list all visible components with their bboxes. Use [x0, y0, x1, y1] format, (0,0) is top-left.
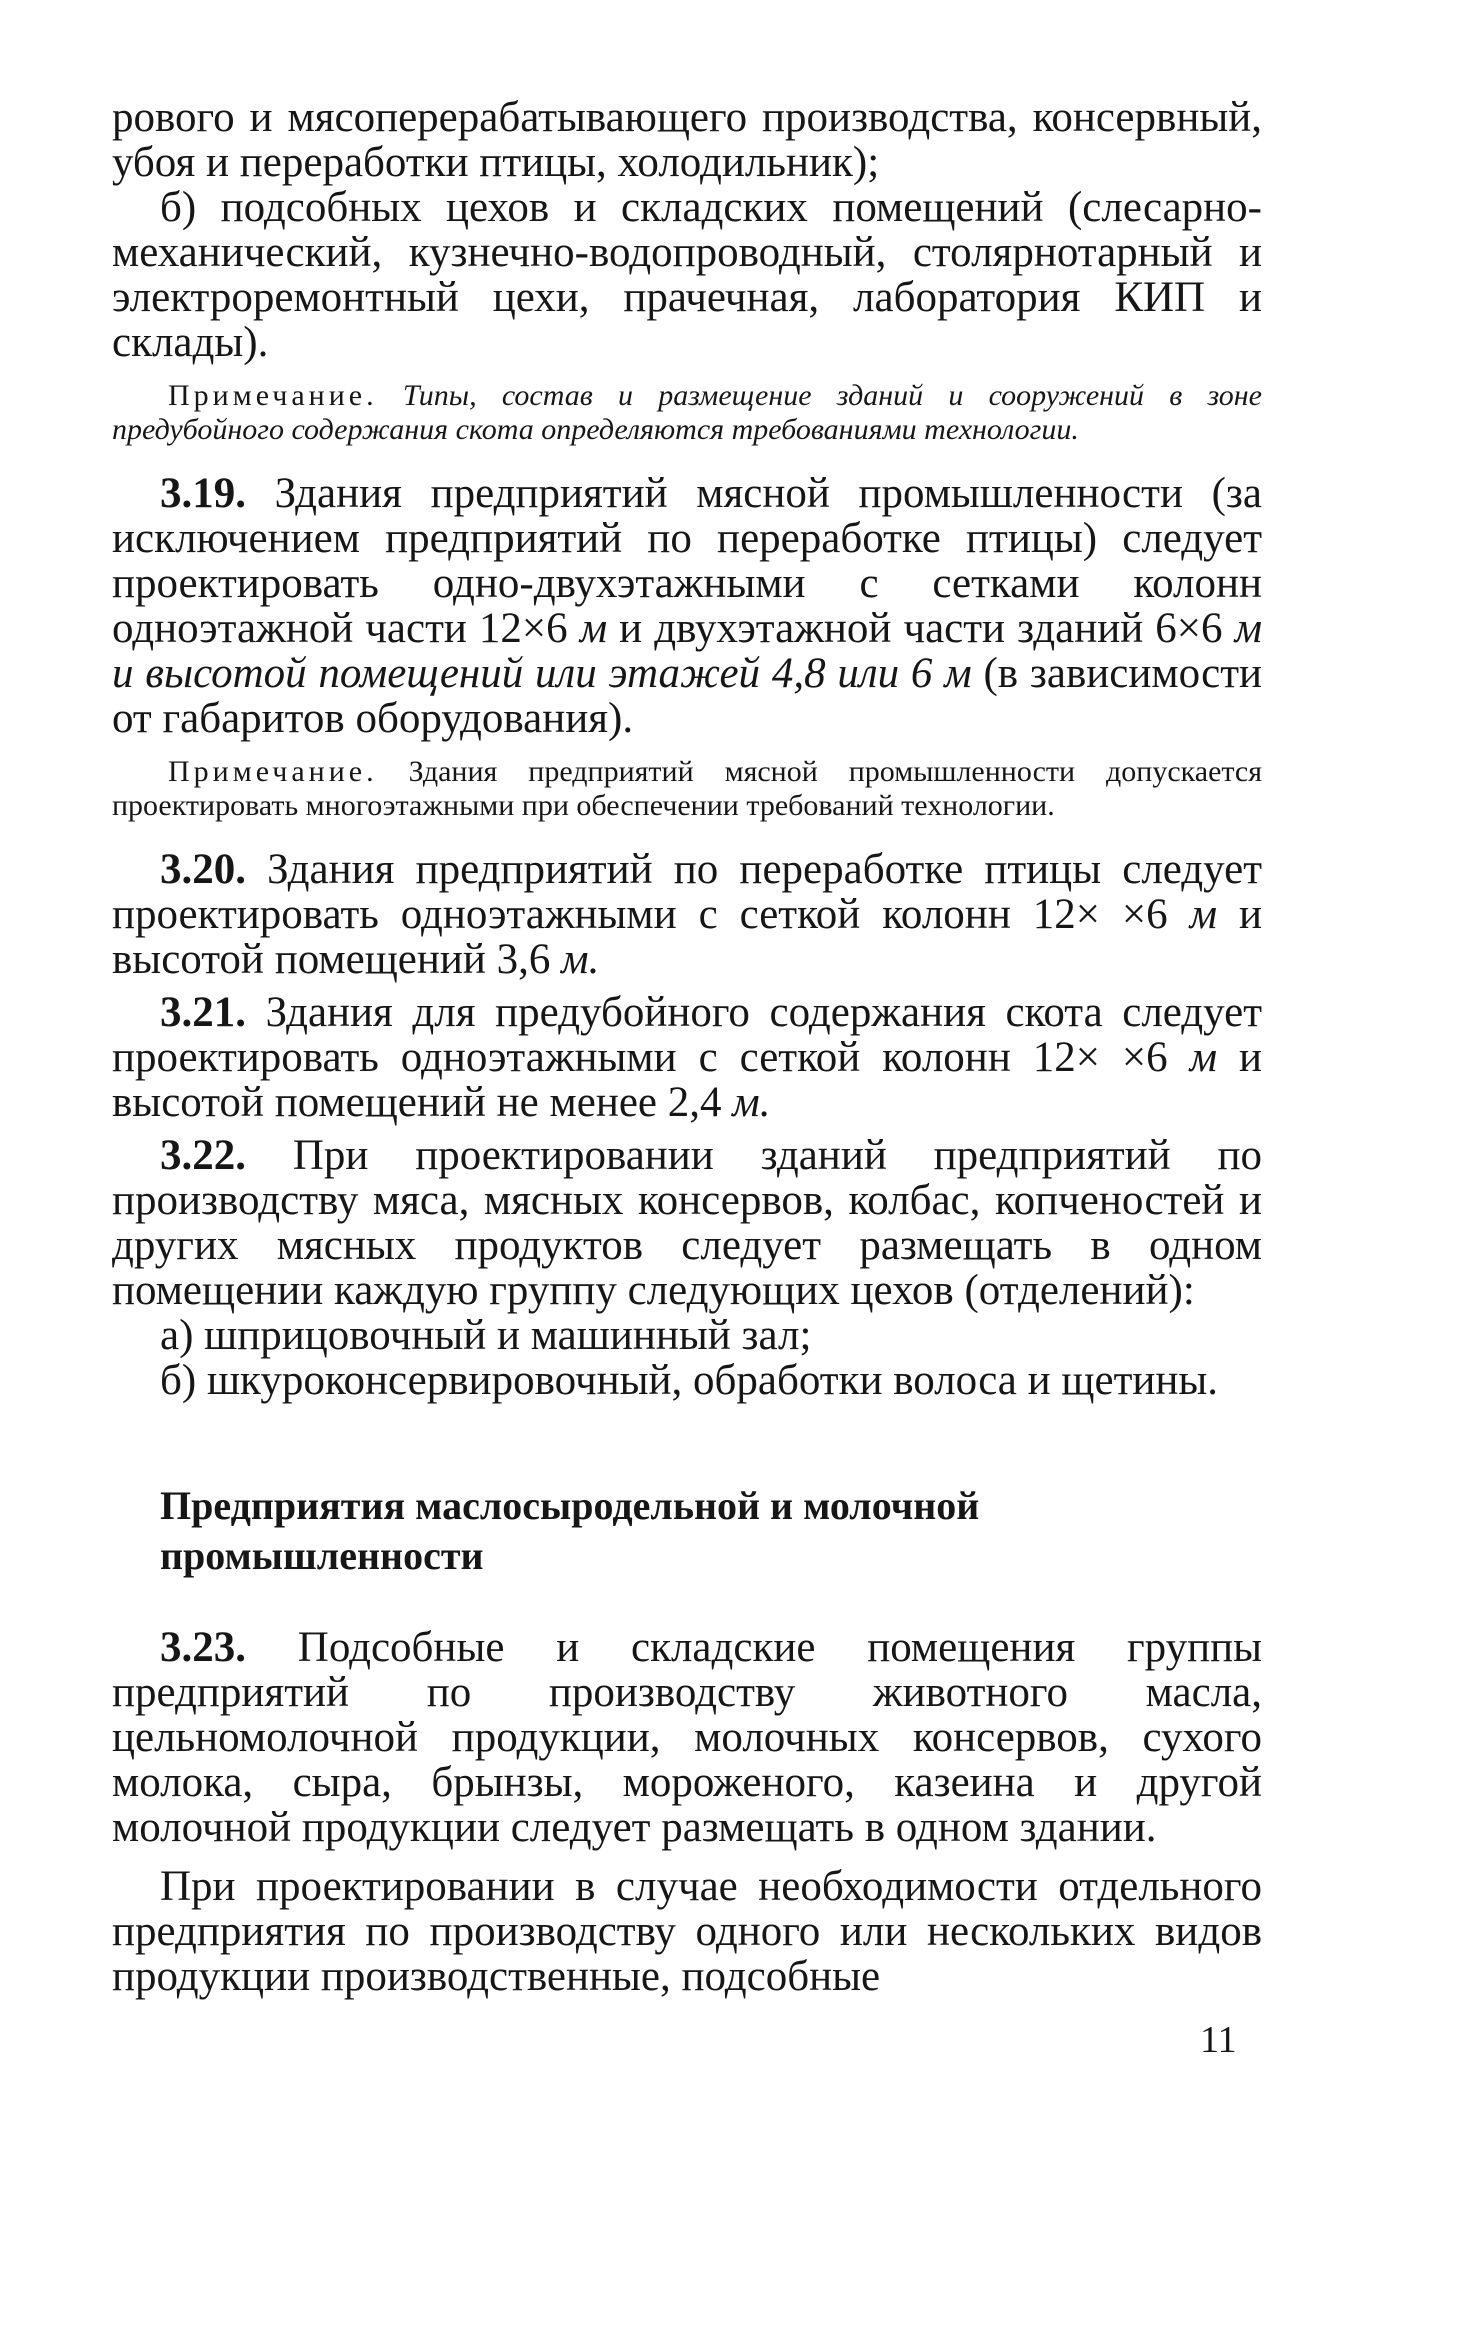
note-text: Типы, состав и размещение зданий и сооружений в зоне предубойного содержания скота определяются требованиями технологии.	[112, 379, 1263, 446]
list-item-b	[112, 185, 1262, 365]
text: б) подсобных цехов и складских помещений (слесарно-механический, кузнечно-водопроводный, столярнотарный и электроремонтный цехи, прачечная, лаборатория КИП и склады).	[112, 184, 1262, 366]
section-number: 3.20.	[160, 846, 246, 893]
unit: м	[579, 605, 608, 652]
unit: м	[944, 650, 972, 697]
note-2	[112, 755, 1262, 823]
unit: м	[1234, 605, 1263, 652]
text: б) шкуроконсервировочный, обработки волоса и щетины.	[160, 1357, 1219, 1404]
note-label: Примечание.	[168, 755, 378, 788]
section-number: 3.19.	[160, 470, 246, 517]
section-number: 3.22.	[160, 1132, 246, 1179]
list-item-b2	[112, 1358, 1262, 1403]
section-number: 3.21.	[160, 989, 246, 1036]
section-3-21	[112, 990, 1262, 1125]
paragraph-continuation	[112, 95, 1262, 185]
unit: м	[1189, 891, 1218, 938]
text: Здания предприятий мясной промышленности (за исключением предприятий по переработке птицы) следует проектировать одно-двухэтажными с сетками колонн одноэтажной части 12×6	[112, 470, 1263, 652]
unit: м.	[561, 936, 600, 983]
text: При проектировании зданий предприятий по производству мяса, мясных консервов, колбас, копченостей и других мясных продуктов следует размещать в одном помещении каждую группу следующих цехов (отделений):	[112, 1132, 1263, 1314]
section-3-23	[112, 1625, 1262, 1850]
text: Здания предприятий по переработке птицы следует проектировать одноэтажными с сеткой колонн 12× ×6	[112, 846, 1262, 938]
text: рового и мясоперерабатывающего производства, консервный, убоя и переработки птицы, холодильник);	[112, 94, 1262, 186]
note-1	[112, 379, 1262, 447]
paragraph-last	[112, 1864, 1262, 1999]
list-item-a	[112, 1313, 1262, 1358]
page-number: 11	[1200, 2019, 1237, 2061]
text: Здания для предубойного содержания скота следует проектировать одноэтажными с сеткой колонн 12× ×6	[112, 989, 1262, 1081]
text: (в зависимости от габаритов оборудования).	[112, 650, 1263, 742]
unit: м	[1189, 1034, 1218, 1081]
text: и двухэтажной части зданий 6×6	[619, 605, 1223, 652]
note-text: Здания предприятий мясной промышленности допускается проектировать многоэтажными при обеспечении требований технологии.	[112, 755, 1263, 822]
text: а) шприцовочный и машинный зал;	[160, 1312, 812, 1359]
text: и высотой помещений 3,6	[112, 891, 1262, 983]
text: При проектировании в случае необходимости отдельного предприятия по производству одного или нескольких видов продукции производственные, подсобные	[112, 1863, 1262, 2000]
unit: м.	[732, 1079, 771, 1126]
section-3-20	[112, 847, 1262, 982]
note-label: Примечание.	[168, 379, 378, 412]
page-body	[112, 95, 1262, 1999]
section-heading: Предприятия маслосыродельной и молочной промышленности	[160, 1483, 980, 1578]
text: и высотой помещений не менее 2,4	[112, 1034, 1262, 1126]
section-3-22	[112, 1133, 1262, 1313]
section-3-19	[112, 471, 1262, 741]
text: и высотой помещений или этажей 4,8 или 6	[112, 650, 933, 697]
text: Подсобные и складские помещения группы предприятий по производству животного масла, цельномолочной продукции, молочных консервов, сухого молока, сыра, брынзы, мороженого, казеина и другой молочной продукции следует размещать в одном здании.	[112, 1624, 1262, 1851]
section-number: 3.23.	[160, 1624, 246, 1671]
